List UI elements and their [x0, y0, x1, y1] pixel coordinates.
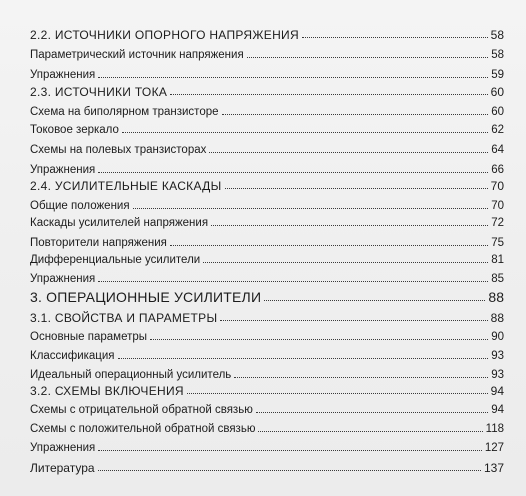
toc-entry[interactable] — [0, 173, 526, 193]
toc-entry[interactable] — [0, 397, 526, 417]
toc-entry-title: Литература — [30, 461, 95, 475]
toc-entry-title: Упражнения — [30, 441, 96, 454]
toc-leader-dots — [247, 57, 488, 58]
toc-entry-title: 2.2. ИСТОЧНИКИ ОПОРНОГО НАПРЯЖЕНИЯ — [30, 28, 299, 42]
toc-entry[interactable] — [0, 137, 526, 157]
toc-entry-title: 2.4. УСИЛИТЕЛЬНЫЕ КАСКАДЫ — [30, 179, 222, 193]
toc-entry-title: Схемы с отрицательной обратной связью — [30, 403, 253, 416]
toc-leader-dots — [133, 208, 488, 209]
toc-entry-title: Каскады усилителей напряжения — [30, 216, 209, 229]
toc-leader-dots — [225, 188, 488, 189]
toc-entry-page-number: 137 — [483, 461, 504, 475]
toc-leader-dots — [258, 431, 483, 432]
toc-leader-dots — [222, 114, 488, 115]
toc-entry-page-number: 58 — [491, 48, 504, 61]
toc-entry-page-number: 94 — [490, 384, 504, 398]
toc-entry[interactable] — [0, 117, 526, 137]
toc-leader-dots — [264, 300, 485, 301]
toc-entry[interactable] — [0, 324, 526, 344]
toc-leader-dots — [98, 450, 482, 451]
toc-leader-dots — [98, 281, 488, 282]
toc-entry-title: Схемы с положительной обратной связью — [30, 422, 256, 435]
toc-entry-title: Упражнения — [30, 163, 96, 176]
toc-entry-page-number: 88 — [488, 289, 504, 305]
toc-entry[interactable] — [0, 378, 526, 398]
toc-entry-page-number: 58 — [490, 28, 504, 42]
toc-entry-title: Классификация — [30, 349, 115, 362]
toc-entry-page-number: 72 — [491, 216, 504, 229]
toc-leader-dots — [211, 225, 488, 226]
toc-entry-page-number: 70 — [491, 199, 504, 212]
toc-entry[interactable] — [0, 99, 526, 119]
toc-entry-title: 3. ОПЕРАЦИОННЫЕ УСИЛИТЕЛИ — [30, 289, 262, 305]
toc-entry-title: 2.3. ИСТОЧНИКИ ТОКА — [30, 85, 168, 99]
toc-entry-page-number: 60 — [490, 85, 504, 99]
toc-entry[interactable] — [0, 416, 526, 436]
toc-entry[interactable] — [0, 210, 526, 230]
toc-entry-title: Идеальный операционный усилитель — [30, 368, 232, 381]
toc-entry-title: Упражнения — [30, 68, 96, 81]
toc-leader-dots — [187, 393, 488, 394]
toc-entry-title: 3.1. СВОЙСТВА И ПАРАМЕТРЫ — [30, 311, 218, 325]
toc-entry-title: Дифференциальные усилители — [30, 253, 201, 266]
toc-entry-page-number: 75 — [491, 236, 504, 249]
toc-leader-dots — [220, 320, 488, 321]
toc-entry[interactable] — [0, 343, 526, 363]
toc-entry-page-number: 64 — [491, 143, 504, 156]
toc-entry-page-number: 62 — [491, 123, 504, 136]
toc-leader-dots — [122, 132, 488, 133]
toc-entry-page-number: 127 — [484, 441, 504, 454]
toc-leader-dots — [209, 152, 488, 153]
toc-entry[interactable] — [0, 305, 526, 325]
toc-entry-page-number: 93 — [491, 349, 504, 362]
toc-leader-dots — [150, 339, 488, 340]
toc-entry-page-number: 85 — [491, 272, 504, 285]
toc-entry-page-number: 59 — [491, 68, 504, 81]
toc-leader-dots — [170, 245, 488, 246]
toc-entry[interactable] — [0, 79, 526, 99]
toc-leader-dots — [170, 94, 488, 95]
toc-entry[interactable] — [0, 247, 526, 267]
toc-entry-title: 3.2. СХЕМЫ ВКЛЮЧЕНИЯ — [30, 384, 184, 398]
toc-entry-page-number: 66 — [491, 163, 504, 176]
toc-entry-page-number: 81 — [491, 253, 504, 266]
toc-entry-title: Повторители напряжения — [30, 236, 167, 249]
toc-leader-dots — [302, 37, 488, 38]
toc-entry[interactable] — [0, 42, 526, 62]
toc-entry-page-number: 88 — [490, 311, 504, 325]
toc-entry-title: Основные параметры — [30, 330, 148, 343]
toc-entry-page-number: 118 — [485, 422, 504, 435]
toc-entry-title: Схемы на полевых транзисторах — [30, 143, 207, 156]
toc-entry[interactable] — [0, 266, 526, 286]
toc-entry-title: Общие положения — [30, 199, 130, 212]
toc-entry[interactable] — [0, 285, 526, 305]
toc-entry-page-number: 93 — [491, 368, 504, 381]
toc-entry[interactable] — [0, 455, 526, 475]
toc-leader-dots — [118, 358, 488, 359]
toc-leader-dots — [98, 77, 488, 78]
toc-entry-title: Упражнения — [30, 272, 96, 285]
toc-entry-title: Схема на биполярном транзисторе — [30, 105, 219, 118]
toc-entry-page-number: 94 — [491, 403, 504, 416]
toc-leader-dots — [203, 262, 488, 263]
toc-entry-page-number: 60 — [491, 105, 504, 118]
toc-entry[interactable] — [0, 435, 526, 455]
toc-entry-page-number: 70 — [490, 179, 504, 193]
toc-entry[interactable] — [0, 22, 526, 42]
toc-entry-title: Параметрический источник напряжения — [30, 48, 244, 61]
toc-leader-dots — [98, 470, 481, 471]
toc-entry-title: Токовое зеркало — [30, 123, 119, 136]
toc-entry-page-number: 90 — [491, 330, 504, 343]
toc-leader-dots — [256, 412, 488, 413]
